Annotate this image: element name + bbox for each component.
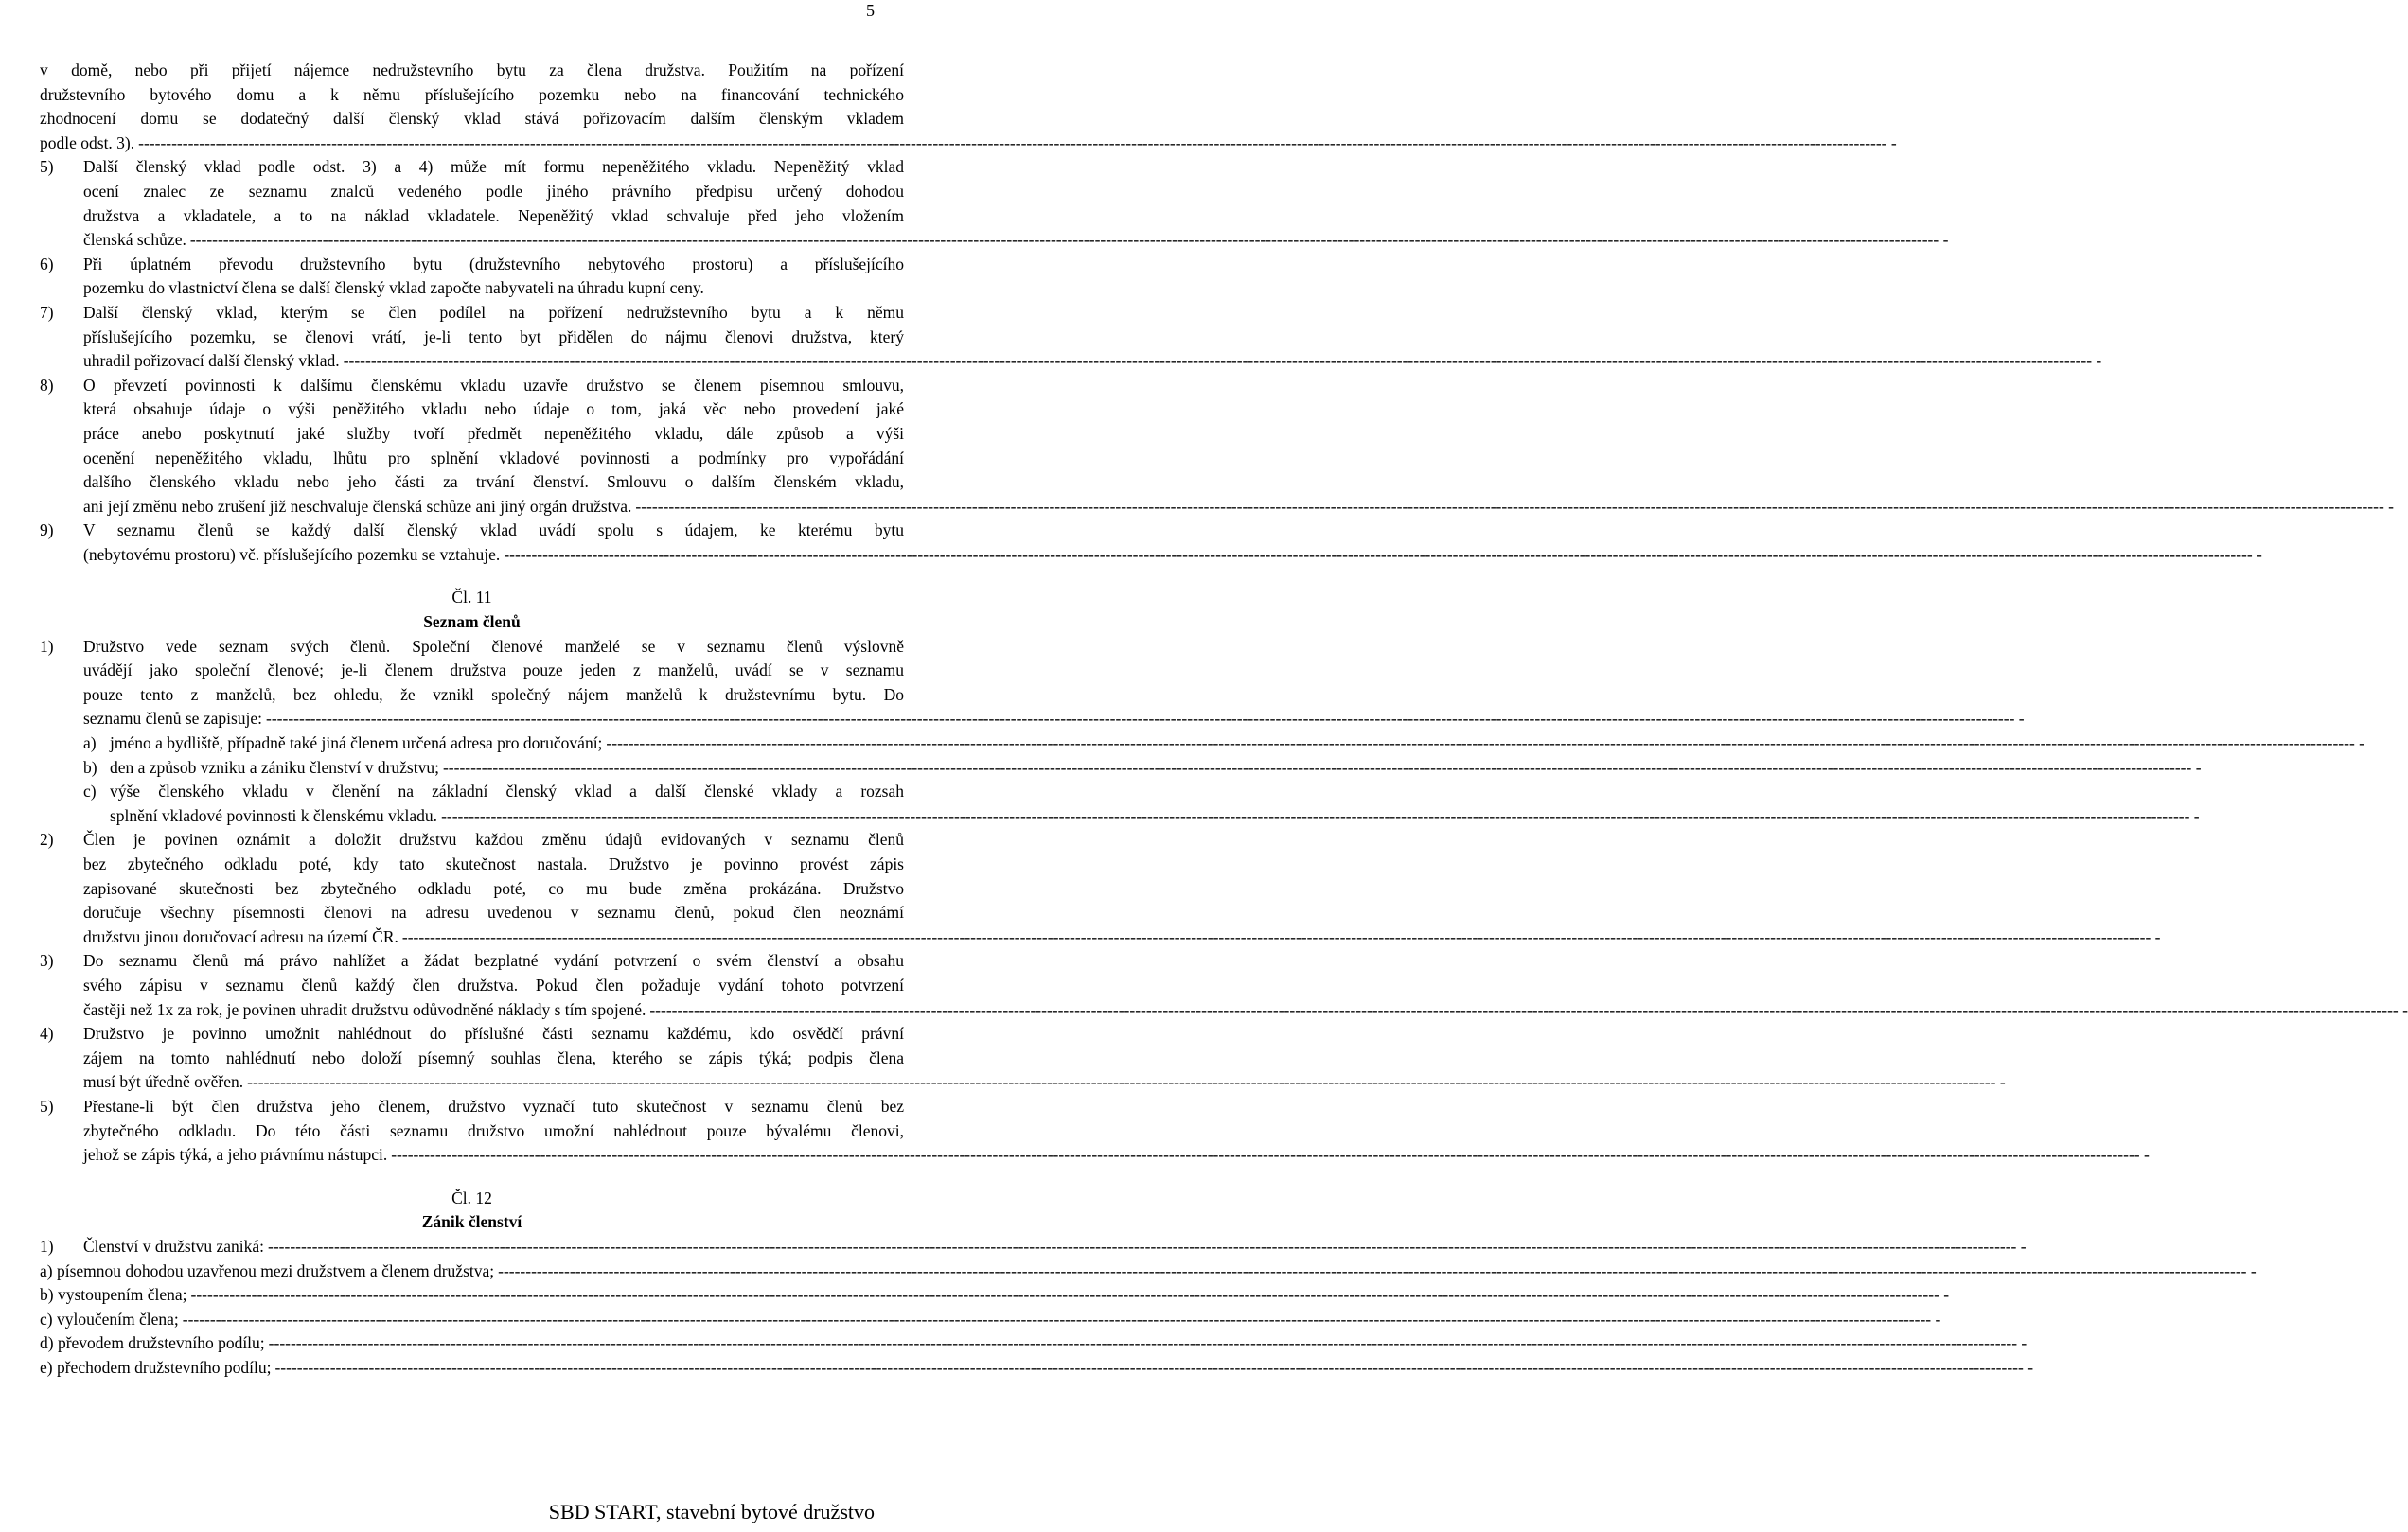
item-number: 4) (40, 1024, 54, 1044)
termination-reason (40, 1283, 1950, 1308)
article-12-title: Zánik členství (421, 1212, 522, 1232)
text-line (83, 1070, 2006, 1095)
dash-filler: ----------------------------------------------------------------------------------------------------------------------------------------------------------------------------------------------------------------------------------------------------------------------------------------------------------------------------- - (498, 1260, 2257, 1280)
text-line (110, 756, 2202, 781)
dash-filler: ----------------------------------------------------------------------------------------------------------------------------------------------------------------------------------------------------------------------------------------------------------------------------------------------------------------------------- - (266, 709, 2025, 729)
dash-filler: ----------------------------------------------------------------------------------------------------------------------------------------------------------------------------------------------------------------------------------------------------------------------------------------------------------------------------- - (268, 1236, 2027, 1256)
dash-filler: ----------------------------------------------------------------------------------------------------------------------------------------------------------------------------------------------------------------------------------------------------------------------------------------------------------------------------- - (274, 1357, 2034, 1377)
item-number: 8) (40, 375, 54, 395)
item-number: 9) (40, 520, 54, 540)
dash-filler: ----------------------------------------------------------------------------------------------------------------------------------------------------------------------------------------------------------------------------------------------------------------------------------------------------------------------------- - (190, 1285, 1950, 1305)
text-line: Další členský vklad podle odst. 3) a 4) může mít formu nepeněžitého vkladu. Nepeněžitý vklad (83, 157, 904, 177)
text-line (83, 543, 2262, 568)
dash-filler: ----------------------------------------------------------------------------------------------------------------------------------------------------------------------------------------------------------------------------------------------------------------------------------------------------------------------------- - (401, 926, 2161, 946)
text-line: Do seznamu členů má právo nahlížet a žádat bezplatné vydání potvrzení o svém členství a obsahu (83, 951, 904, 971)
dash-filler: ----------------------------------------------------------------------------------------------------------------------------------------------------------------------------------------------------------------------------------------------------------------------------------------------------------------------------- - (343, 351, 2102, 371)
text-line: Člen je povinen oznámit a doložit družstvu každou změnu údajů evidovaných v seznamu členů (83, 830, 904, 850)
line-text: musí být úředně ověřen. (83, 1072, 244, 1092)
item-number: 3) (40, 951, 54, 971)
dash-filler: ----------------------------------------------------------------------------------------------------------------------------------------------------------------------------------------------------------------------------------------------------------------------------------------------------------------------------- - (138, 132, 1897, 152)
numbered-item (40, 519, 2262, 567)
numbered-item (40, 1095, 2150, 1168)
line-text: družstvu jinou doručovací adresu na území ČR. (83, 926, 398, 946)
text-line (83, 925, 2161, 950)
article-12-sub-items (40, 1259, 2257, 1381)
text-line (83, 349, 2102, 374)
text-line: výše členského vkladu v členění na základní členský vklad a další členské vklady a rozsah (110, 782, 904, 801)
item-number: 2) (40, 830, 54, 850)
item-number: 1) (40, 636, 54, 656)
text-line: dalšího členského vkladu nebo jeho části za trvání členství. Smlouvu o dalším členském vkladu, (83, 472, 904, 492)
text-line (83, 1235, 2027, 1259)
text-line: svého zápisu v seznamu členů každý člen družstva. Pokud člen požaduje vydání tohoto potvrzení (83, 975, 904, 995)
page-number: 5 (866, 1, 875, 20)
termination-reason (40, 1356, 2034, 1381)
text-line (110, 731, 2364, 756)
numbered-item (40, 301, 2102, 374)
dash-filler: ----------------------------------------------------------------------------------------------------------------------------------------------------------------------------------------------------------------------------------------------------------------------------------------------------------------------------- - (391, 1145, 2150, 1165)
text-line: zapisované skutečnosti bez zbytečného odkladu poté, co mu bude změna prokázána. Družstvo (83, 878, 904, 898)
text-line: pouze tento z manželů, bez ohledu, že vznikl společný nájem manželů k družstevnímu bytu. Do (83, 684, 904, 704)
numbered-item (40, 828, 2161, 949)
line-text: členská schůze. (83, 230, 186, 250)
text-line (40, 132, 1897, 156)
text-line: v domě, nebo při přijetí nájemce nedružstevního bytu za člena družstva. Použitím na pořízení (40, 61, 904, 79)
line-text: c) vyloučením člena; (40, 1309, 179, 1329)
text-line: pozemku do vlastnictví člena se další členský vklad započte nabyvateli na úhradu kupní ceny. (83, 278, 704, 298)
item-number: 1) (40, 1236, 54, 1256)
dash-filler: ----------------------------------------------------------------------------------------------------------------------------------------------------------------------------------------------------------------------------------------------------------------------------------------------------------------------------- - (441, 805, 2200, 825)
sub-item-c (83, 780, 2200, 828)
line-text: b) vystoupením člena; (40, 1285, 187, 1305)
dash-filler: ----------------------------------------------------------------------------------------------------------------------------------------------------------------------------------------------------------------------------------------------------------------------------------------------------------------------------- - (189, 230, 1949, 250)
dash-filler: ----------------------------------------------------------------------------------------------------------------------------------------------------------------------------------------------------------------------------------------------------------------------------------------------------------------------------- - (504, 544, 2262, 564)
line-text: den a způsob vzniku a zániku členství v družstvu; (110, 757, 439, 777)
article-10-items (40, 155, 2394, 567)
text-line (110, 804, 2200, 829)
dash-filler: ----------------------------------------------------------------------------------------------------------------------------------------------------------------------------------------------------------------------------------------------------------------------------------------------------------------------------- - (247, 1072, 2006, 1092)
text-line: zhodnocení domu se dodatečný další členský vklad stává pořizovacím dalším členským vkladem (40, 109, 904, 129)
text-line (83, 707, 2025, 731)
text-line (83, 998, 2408, 1023)
footer-organization: SBD START, stavební bytové družstvo (548, 1500, 875, 1523)
numbered-item (40, 374, 2394, 519)
line-text: e) přechodem družstevního podílu; (40, 1357, 272, 1377)
text-line: ocenění nepeněžitého vkladu, lhůtu pro splnění vkladové povinnosti a podmínky pro vypořádání (83, 448, 904, 467)
line-text: Členství v družstvu zaniká: (83, 1236, 265, 1256)
sub-item-letter: a) (83, 733, 97, 753)
numbered-item (40, 949, 2408, 1022)
dash-filler: ----------------------------------------------------------------------------------------------------------------------------------------------------------------------------------------------------------------------------------------------------------------------------------------------------------------------------- - (635, 496, 2394, 516)
text-line (83, 1143, 2150, 1168)
line-text: jehož se zápis týká, a jeho právnímu nástupci. (83, 1145, 388, 1165)
article-12-item-1 (40, 1235, 2027, 1259)
text-line: zájem na tomto nahlédnutí nebo doloží písemný souhlas člena, kterého se zápis týká; podpis člena (83, 1048, 904, 1067)
text-line: O převzetí povinnosti k dalšímu členskému vkladu uzavře družstvo se členem písemnou smlouvu, (83, 375, 904, 395)
article-12-number: Čl. 12 (452, 1188, 492, 1207)
text-line: uvádějí jako společní členové; je-li členem družstva pouze jeden z manželů, uvádí se v seznamu (83, 660, 904, 680)
numbered-item (40, 155, 1949, 252)
text-line: Další členský vklad, kterým se člen podílel na pořízení nedružstevního bytu a k němu (83, 302, 904, 322)
sub-item-letter: c) (83, 782, 97, 801)
article-11-number: Čl. 11 (452, 588, 492, 608)
text-line: příslušejícího pozemku, se členovi vrátí, je-li tento byt přidělen do nájmu členovi družstva, který (83, 326, 904, 346)
line-text: častěji než 1x za rok, je povinen uhradit družstvu odůvodněné náklady s tím spojené. (83, 999, 646, 1019)
line-text: seznamu členů se zapisuje: (83, 709, 263, 729)
text-line: V seznamu členů se každý další členský vklad uvádí spolu s údajem, ke kterému bytu (83, 520, 904, 540)
text-line: která obsahuje údaje o výši peněžitého vkladu nebo údaje o tom, jaká věc nebo provedení jaké (83, 399, 904, 419)
text-line: doručuje všechny písemnosti členovi na adresu uvedenou v seznamu členů, pokud člen neoznámí (83, 903, 904, 923)
line-text: splnění vkladové povinnosti k členskému vkladu. (110, 805, 438, 825)
text-line: zbytečného odkladu. Do této části seznamu družstvo umožní nahlédnout pouze bývalému členovi, (83, 1120, 904, 1140)
text-line (83, 228, 1949, 253)
article-11-items (40, 828, 2408, 1167)
line-text: ani její změnu nebo zrušení již neschvaluje členská schůze ani jiný orgán družstva. (83, 496, 632, 516)
dash-filler: ----------------------------------------------------------------------------------------------------------------------------------------------------------------------------------------------------------------------------------------------------------------------------------------------------------------------------- - (442, 757, 2202, 777)
item-number: 7) (40, 302, 54, 322)
line-text: podle odst. 3). (40, 132, 135, 152)
intro-paragraph (40, 59, 1897, 155)
article-11-item-1 (40, 635, 2364, 829)
text-line: Družstvo je povinno umožnit nahlédnout do příslušné části seznamu každému, kdo osvědčí právní (83, 1024, 904, 1044)
text-line: družstevního bytového domu a k němu příslušejícího pozemku nebo na financování technického (40, 84, 904, 104)
text-line (83, 495, 2394, 519)
numbered-item (40, 253, 904, 301)
termination-reason (40, 1331, 2027, 1356)
text-line: ocení znalec ze seznamu znalců vedeného podle jiného právního předpisu určený dohodou (83, 181, 904, 201)
text-line: Přestane-li být člen družstva jeho členem, družstvo vyznačí tuto skutečnost v seznamu členů bez (83, 1096, 904, 1116)
sub-item-a (83, 731, 2364, 756)
item-number: 5) (40, 1096, 54, 1116)
item-number: 6) (40, 254, 54, 273)
article-11-title: Seznam členů (423, 612, 521, 632)
dash-filler: ----------------------------------------------------------------------------------------------------------------------------------------------------------------------------------------------------------------------------------------------------------------------------------------------------------------------------- - (182, 1309, 1941, 1329)
text-line: práce anebo poskytnutí jaké služby tvoří předmět nepeněžitého vkladu, dále způsob a výši (83, 423, 904, 443)
text-line: družstva a vkladatele, a to na náklad vkladatele. Nepeněžitý vklad schvaluje před jeho vložením (83, 205, 904, 225)
document-body (40, 59, 2408, 1380)
text-line: Při úplatném převodu družstevního bytu (družstevního nebytového prostoru) a příslušejícího (83, 254, 904, 273)
termination-reason (40, 1259, 2257, 1284)
numbered-item (40, 1022, 2006, 1095)
line-text: d) převodem družstevního podílu; (40, 1333, 265, 1353)
item-number: 5) (40, 157, 54, 177)
text-line: Družstvo vede seznam svých členů. Společní členové manželé se v seznamu členů výslovně (83, 636, 904, 656)
line-text: (nebytovému prostoru) vč. příslušejícího pozemku se vztahuje. (83, 544, 501, 564)
dash-filler: ----------------------------------------------------------------------------------------------------------------------------------------------------------------------------------------------------------------------------------------------------------------------------------------------------------------------------- - (649, 999, 2408, 1019)
termination-reason (40, 1308, 1941, 1332)
sub-item-letter: b) (83, 757, 97, 777)
dash-filler: ----------------------------------------------------------------------------------------------------------------------------------------------------------------------------------------------------------------------------------------------------------------------------------------------------------------------------- - (268, 1333, 2027, 1353)
line-text: uhradil pořizovací další členský vklad. (83, 351, 340, 371)
line-text: jméno a bydliště, případně také jiná členem určená adresa pro doručování; (110, 733, 603, 753)
sub-item-b (83, 756, 2202, 781)
dash-filler: ----------------------------------------------------------------------------------------------------------------------------------------------------------------------------------------------------------------------------------------------------------------------------------------------------------------------------- - (606, 733, 2364, 753)
line-text: a) písemnou dohodou uzavřenou mezi družstvem a členem družstva; (40, 1260, 495, 1280)
text-line: bez zbytečného odkladu poté, kdy tato skutečnost nastala. Družstvo je povinno provést zápis (83, 854, 904, 873)
